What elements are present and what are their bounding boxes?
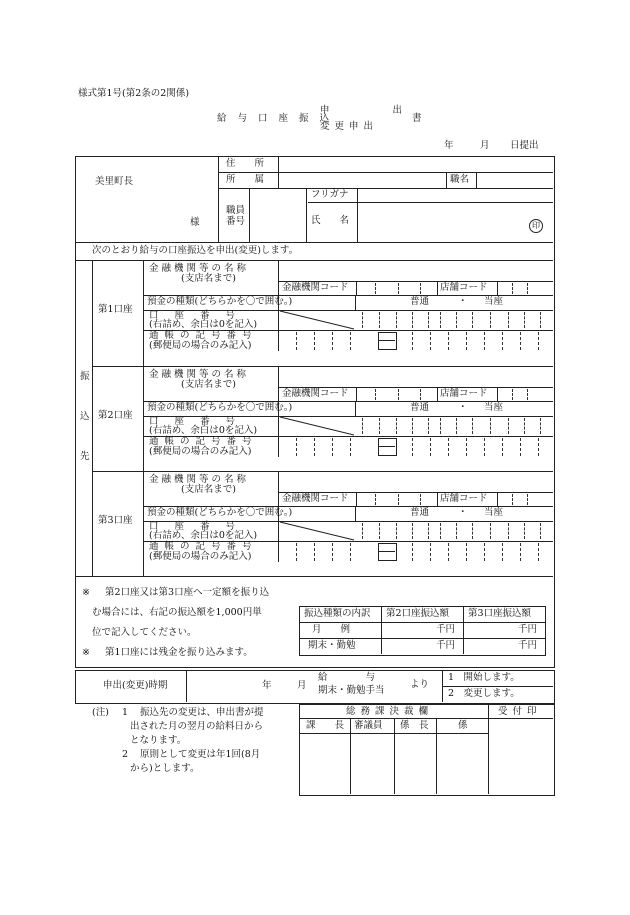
- footer-note-1-l3: となります。: [130, 735, 187, 746]
- title-suffix: 書: [412, 113, 422, 124]
- note2: 第1口座には残金を振り込みます。: [105, 647, 253, 658]
- title-top: 申 出: [320, 105, 408, 116]
- amount-cell[interactable]: 千円: [436, 640, 456, 651]
- note-mark-2: ※: [82, 647, 90, 658]
- deposit-type-label: 預金の種類(どちらかを〇で囲む。): [147, 507, 293, 518]
- account-label: 第1口座: [98, 304, 133, 315]
- approval-col: 課 長: [306, 720, 345, 731]
- approval-col: 係 長: [400, 720, 429, 731]
- date-month[interactable]: 月: [480, 140, 490, 151]
- deposit-current[interactable]: 当座: [484, 296, 504, 307]
- approval-col: 係: [458, 720, 468, 731]
- side-label-2: 込: [80, 411, 90, 422]
- deposit-type-label: 預金の種類(どちらかを〇で囲む。): [147, 402, 293, 413]
- account-no-sub: (右詰め、余白は0を記入): [149, 425, 258, 436]
- deposit-dot: ・: [458, 296, 468, 307]
- footer-note-2-l2: から)とします。: [130, 763, 200, 774]
- name-label: 氏 名: [311, 215, 350, 226]
- footer-note-2-l1: 原則として変更は年1回(8月: [140, 749, 261, 760]
- staff-no-label-1: 職員: [226, 205, 246, 216]
- deposit-current[interactable]: 当座: [484, 507, 504, 518]
- bank-code-label: 金融機関コード: [282, 493, 349, 504]
- deposit-dot: ・: [458, 402, 468, 413]
- title-bottom: 変更申出: [320, 121, 379, 132]
- amount-row-label: 月 例: [312, 624, 351, 635]
- passbook-no-label: 通帳の記号番号: [149, 541, 258, 552]
- bank-name-label: 金融機関等の名称: [149, 263, 250, 274]
- timing-option-2[interactable]: 2 変更します。: [448, 688, 520, 699]
- amount-row-label: 期末・勤勉: [308, 640, 356, 651]
- note1-line1: 第2口座又は第3口座へ一定額を振り込: [105, 587, 270, 598]
- timing-option-1[interactable]: 1 開始します。: [448, 672, 520, 683]
- amount-cell[interactable]: 千円: [518, 640, 538, 651]
- mayor-label: 美里町長: [95, 176, 134, 187]
- approval-col: 審議員: [354, 720, 383, 731]
- footer-note-1-l2: 出された月の翌月の給料日から: [130, 721, 264, 732]
- note-mark-1: ※: [82, 587, 90, 598]
- footer-note-head: (注): [92, 707, 109, 718]
- account-no-label: 口座番号: [149, 521, 252, 532]
- deposit-dot: ・: [458, 507, 468, 518]
- account-no-sub: (右詰め、余白は0を記入): [149, 530, 258, 541]
- passbook-no-label: 通帳の記号番号: [149, 330, 258, 341]
- staff-no-label-2: 番号: [226, 216, 246, 227]
- amount-cell[interactable]: 千円: [518, 624, 538, 635]
- account-label: 第3口座: [98, 515, 133, 526]
- passbook-no-sub: (郵便局の場合のみ記入): [149, 340, 252, 351]
- timing-label: 申出(変更)時期: [103, 680, 168, 691]
- amount-cell[interactable]: 千円: [436, 624, 456, 635]
- timing-month[interactable]: 月: [297, 680, 307, 691]
- amount-header-1: 第2口座振込額: [386, 608, 450, 619]
- timing-year[interactable]: 年: [262, 680, 272, 691]
- side-label-1: 振: [80, 371, 90, 382]
- bank-name-label: 金融機関等の名称: [149, 369, 250, 380]
- branch-code-label: 店舗コード: [440, 388, 488, 399]
- position-label: 職名: [450, 174, 470, 185]
- footer-note-2-num: 2: [122, 749, 129, 760]
- diagonal-line: [280, 522, 354, 540]
- diagonal-line: [280, 417, 354, 435]
- passbook-no-label: 通帳の記号番号: [149, 436, 258, 447]
- note1-line3: 位で記入してください。: [92, 627, 197, 638]
- title-prefix: 給与口座振込: [217, 113, 341, 124]
- branch-code-label: 店舗コード: [440, 493, 488, 504]
- deposit-ordinary[interactable]: 普通: [410, 402, 430, 413]
- bank-code-label: 金融機関コード: [282, 282, 349, 293]
- side-label-3: 先: [80, 451, 90, 462]
- deposit-type-label: 預金の種類(どちらかを〇で囲む。): [147, 296, 293, 307]
- dept-label: 所 属: [226, 174, 265, 185]
- timing-bonus: 期末・勤勉手当: [318, 685, 385, 696]
- furigana-label: フリガナ: [311, 189, 349, 200]
- branch-code-label: 店舗コード: [440, 282, 488, 293]
- intro-text: 次のとおり給与の口座振込を申出(変更)します。: [92, 245, 299, 256]
- account-label: 第2口座: [98, 410, 133, 421]
- timing-from: より: [410, 679, 430, 690]
- passbook-no-sub: (郵便局の場合のみ記入): [149, 446, 252, 457]
- bank-name-sub: (支店名まで): [181, 273, 236, 284]
- deposit-ordinary[interactable]: 普通: [410, 296, 430, 307]
- date-year[interactable]: 年: [444, 140, 454, 151]
- address-label: 住 所: [226, 158, 265, 169]
- date-day[interactable]: 日提出: [510, 140, 539, 151]
- amount-header-0: 振込種類の内訳: [304, 608, 371, 619]
- diagonal-line: [280, 311, 354, 329]
- deposit-current[interactable]: 当座: [484, 402, 504, 413]
- account-no-sub: (右詰め、余白は0を記入): [149, 319, 258, 330]
- note1-line2: む場合には、右記の振込額を1,000円単: [92, 607, 262, 618]
- bank-name-sub: (支店名まで): [181, 484, 236, 495]
- timing-salary: 給 与: [318, 672, 376, 683]
- account-no-label: 口座番号: [149, 310, 252, 321]
- bank-code-label: 金融機関コード: [282, 388, 349, 399]
- bank-name-label: 金融機関等の名称: [149, 474, 250, 485]
- receipt-label: 受付印: [498, 706, 542, 717]
- footer-note-1-num: 1: [122, 707, 129, 718]
- bank-name-sub: (支店名まで): [181, 379, 236, 390]
- account-no-label: 口座番号: [149, 416, 252, 427]
- form-number: 様式第1号(第2条の2関係): [78, 88, 190, 99]
- deposit-ordinary[interactable]: 普通: [410, 507, 430, 518]
- amount-header-2: 第3口座振込額: [468, 608, 532, 619]
- seal-icon: 印: [529, 219, 543, 233]
- passbook-no-sub: (郵便局の場合のみ記入): [149, 551, 252, 562]
- footer-note-1-l1: 振込先の変更は、申出書が提: [140, 707, 264, 718]
- approval-title: 総務課決裁欄: [346, 706, 434, 717]
- honorific: 様: [190, 217, 200, 228]
